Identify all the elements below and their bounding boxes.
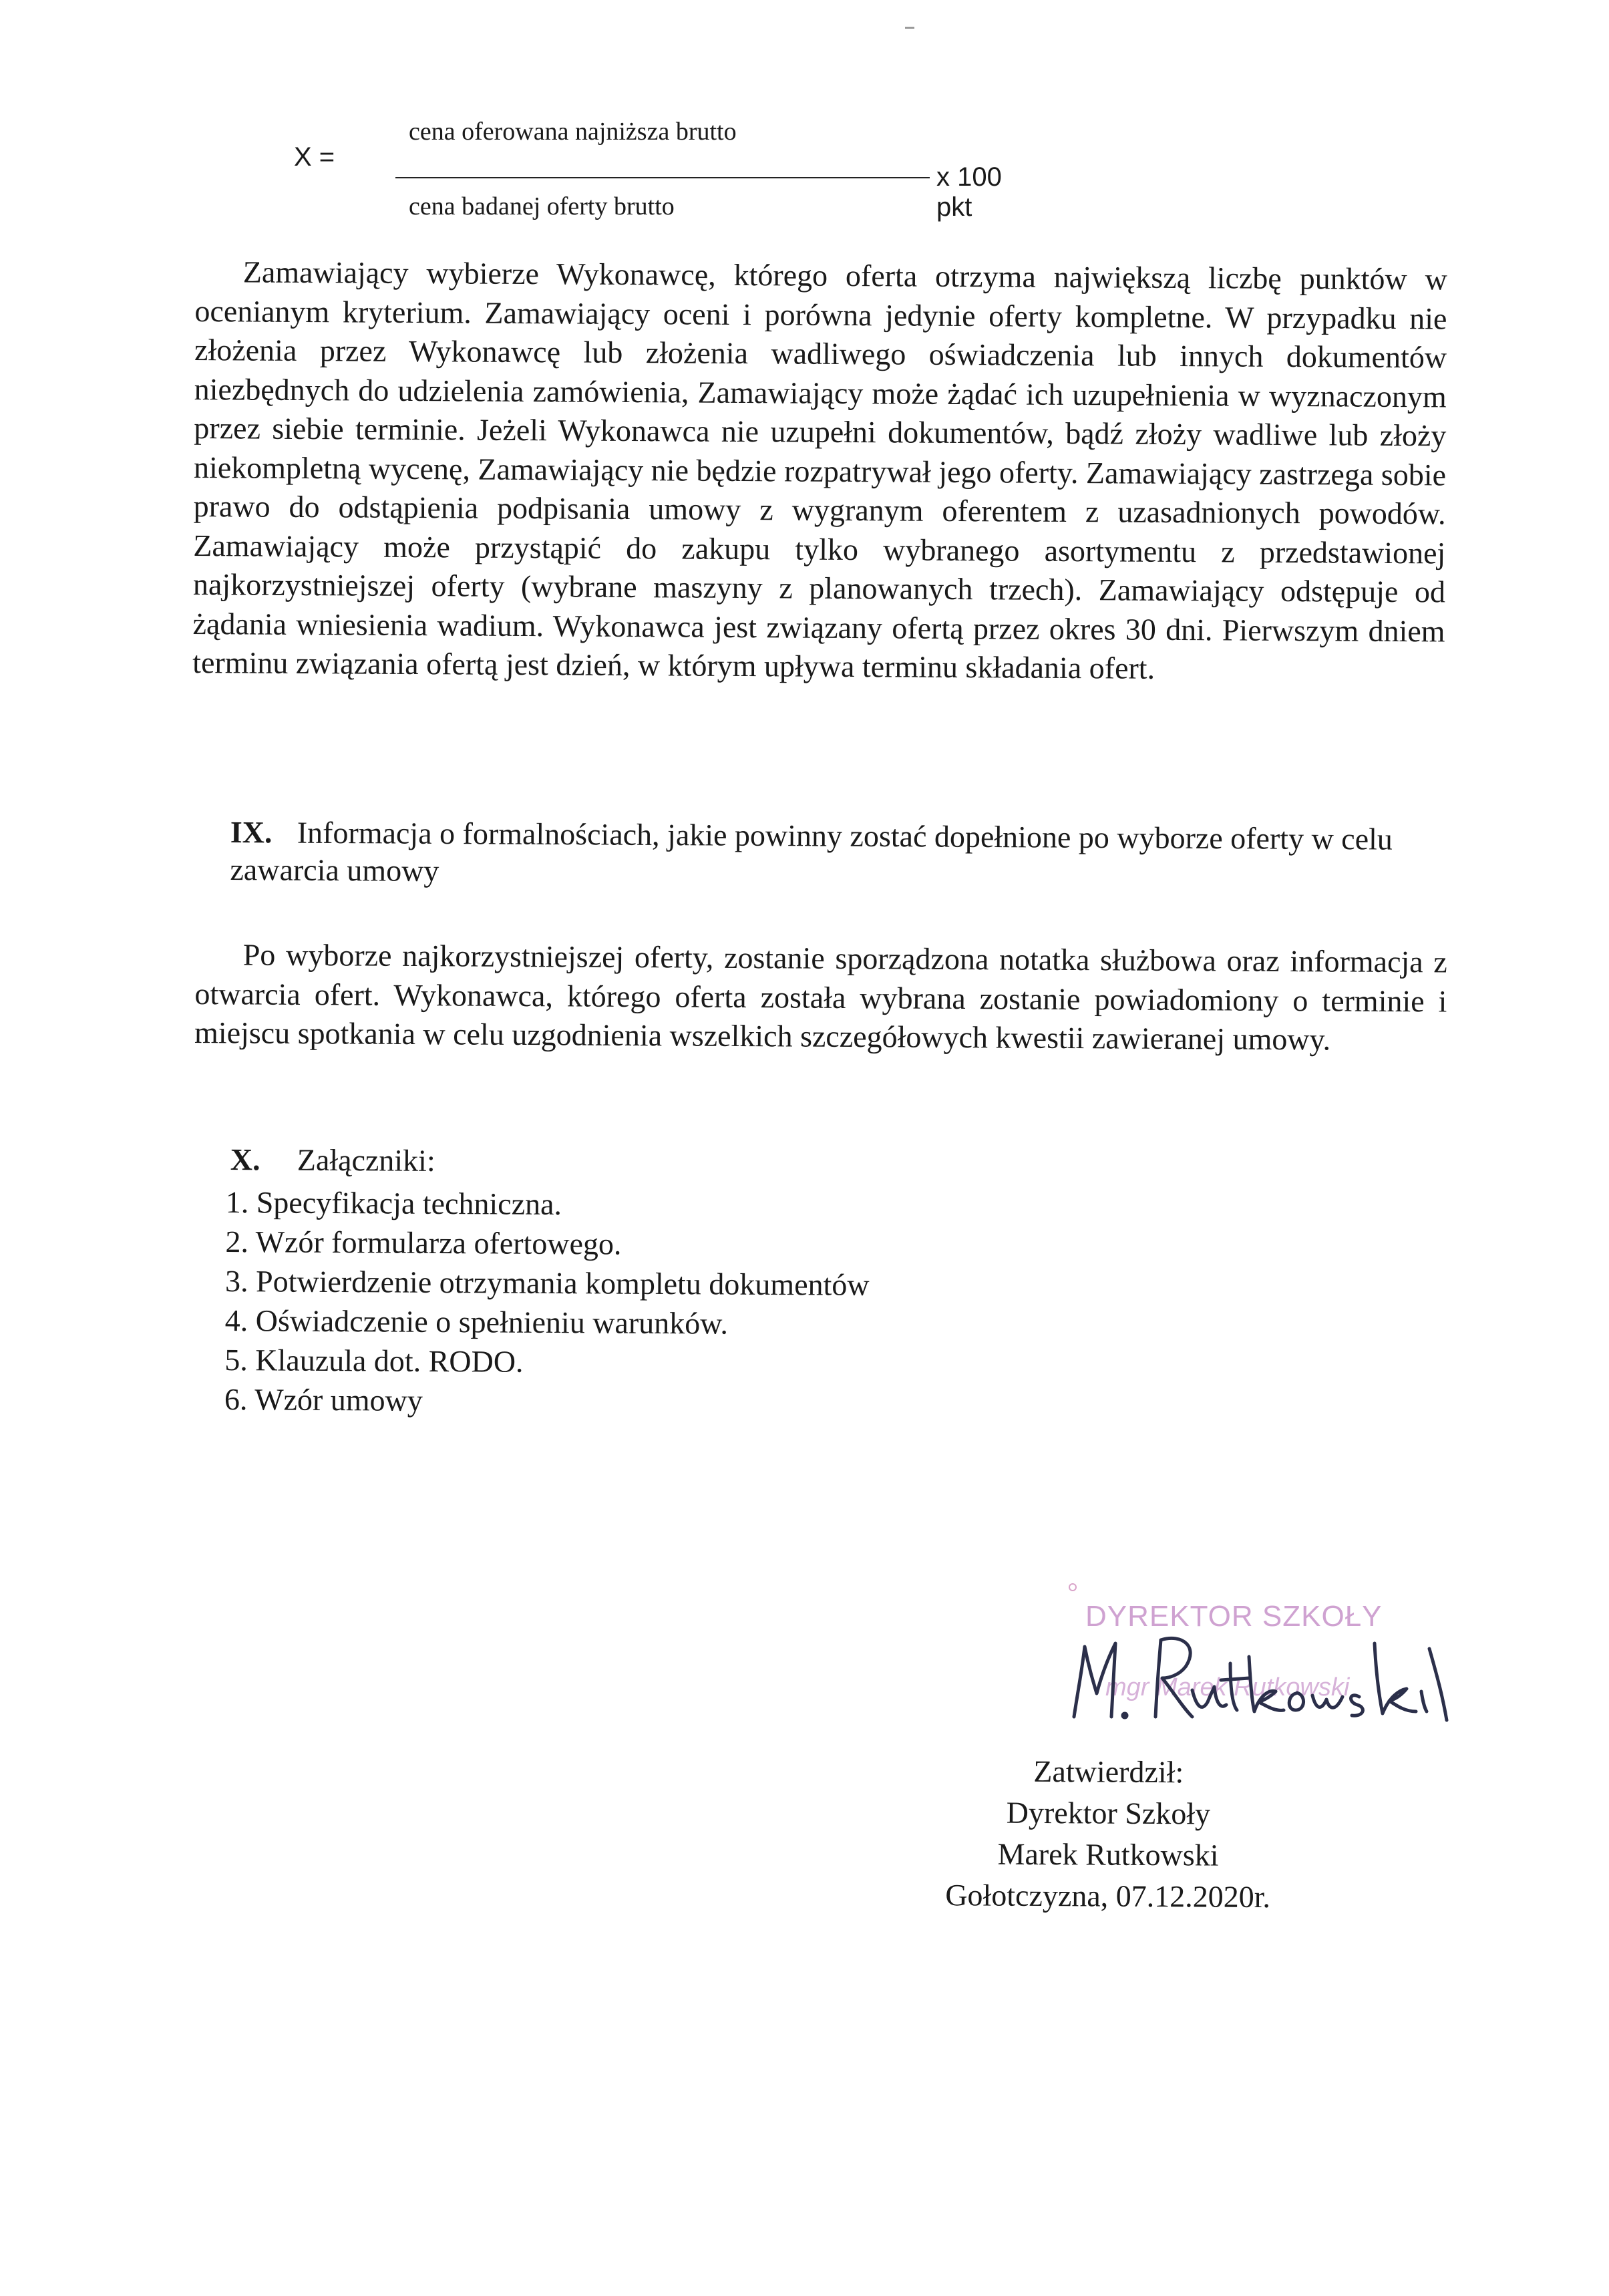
fraction-line bbox=[395, 177, 930, 178]
approval-name: Marek Rutkowski bbox=[997, 1836, 1219, 1872]
approval-place-date: Gołotczyzna, 07.12.2020r. bbox=[945, 1878, 1271, 1915]
section-x-number: X. bbox=[230, 1142, 260, 1177]
evaluation-paragraph: Zamawiający wybierze Wykonawcę, którego oferta otrzyma największą liczbę punktów w ocenianym kryterium. Zamawiający oceni i porówna jedynie oferty kompletne. W przypadku nie złożenia przez Wykonawcę lub złożenia wadliwego oświadczenia lub innych dokumentów niezbędnych do udzielenia zamówienia, Zamawiający może żądać ich uzupełnienia w wyznaczonym przez siebie terminie. Jeżeli Wykonawca nie uzupełni dokumentów, bądź złoży wadliwe lub złoży niekompletną wycenę, Zamawiający nie będzie rozpatrywał jego oferty. Zamawiający zastrzega sobie prawo do odstąpienia podpisania umowy z wygranym oferentem z uzasadnionych powodów. Zamawiający może przystąpić do zakupu tylko wybranego asortymentu z przedstawionej najkorzystniejszej oferty (wybrane maszyny z planowanych trzech). Zamawiający odstępuje od żądania wniesienia wadium. Wykonawca jest związany ofertą przez okres 30 dni. Pierwszym dniem terminu związania ofertą jest dzień, w którym upływa terminu składania ofert. bbox=[192, 255, 1447, 685]
stamp-dot bbox=[1069, 1583, 1077, 1591]
formula-denominator: cena badanej oferty brutto bbox=[409, 192, 675, 220]
section-ix-heading bbox=[230, 814, 1446, 896]
handwritten-signature bbox=[1055, 1617, 1456, 1750]
list-item: 3. Potwierdzenie otrzymania kompletu dokumentów bbox=[224, 1263, 870, 1302]
list-item: 5. Klauzula dot. RODO. bbox=[224, 1342, 524, 1379]
formula-lhs: X = bbox=[294, 142, 335, 172]
formula-multiplier: x 100 pkt bbox=[936, 162, 1002, 222]
scoring-formula bbox=[294, 110, 1029, 234]
list-item: 6. Wzór umowy bbox=[224, 1381, 423, 1418]
scan-speck bbox=[905, 27, 914, 29]
stamp-title: DYREKTOR SZKOŁY bbox=[1085, 1600, 1383, 1633]
section-ix-title: Informacja o formalnościach, jakie powinny zostać dopełnione po wyborze oferty w celu zawarcia umowy bbox=[230, 815, 1393, 888]
stamp-name: mgr Marek Rutkowski bbox=[1105, 1673, 1350, 1701]
list-item: 2. Wzór formularza ofertowego. bbox=[225, 1224, 622, 1261]
formula-numerator: cena oferowana najniższa brutto bbox=[409, 118, 737, 146]
list-item: 4. Oświadczenie o spełnieniu warunków. bbox=[224, 1303, 729, 1341]
section-x-title: Załączniki: bbox=[297, 1142, 435, 1178]
attachments-list bbox=[224, 1182, 870, 1423]
list-item: 1. Specyfikacja techniczna. bbox=[225, 1184, 562, 1222]
approval-block bbox=[934, 1750, 1282, 1918]
approval-role: Dyrektor Szkoły bbox=[1006, 1795, 1211, 1831]
section-x-heading bbox=[230, 1141, 1446, 1186]
approval-label: Zatwierdził: bbox=[1033, 1754, 1184, 1790]
formalities-paragraph: Po wyborze najkorzystniejszej oferty, zostanie sporządzona notatka służbowa oraz informacja z otwarcia ofert. Wykonawca, którego oferta została wybrana zostanie powiadomiony o terminie i miejscu spotkania w celu uzgodnienia wszelkich szczegółowych kwestii zawieranej umowy. bbox=[194, 937, 1447, 1057]
section-ix-number: IX. bbox=[230, 815, 273, 850]
